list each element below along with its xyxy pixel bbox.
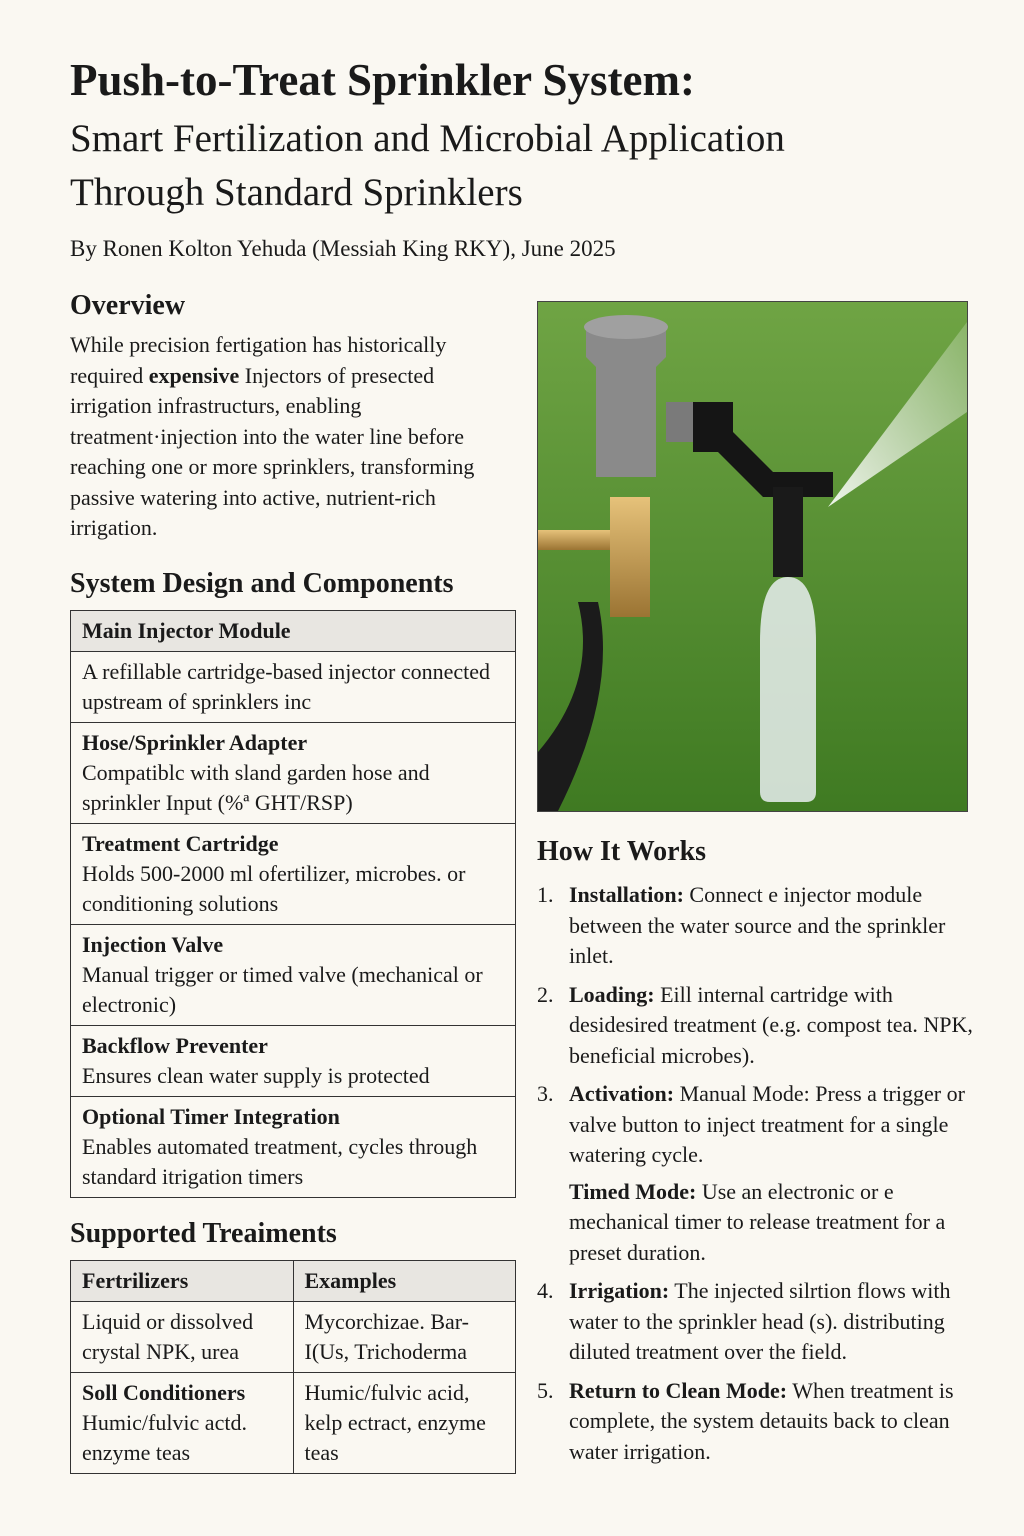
brass-pipe (538, 530, 618, 550)
treatments-header-row (71, 1260, 516, 1301)
overview-bold: expensive (148, 362, 240, 388)
component-desc: A refillable cartridge-based injector connected upstream of sprinklers inc (71, 651, 516, 722)
left-column (70, 288, 516, 1474)
component-title: Main Injector Module (71, 610, 516, 651)
component-desc: Manual trigger or timed valve (mechanical or electronic) (82, 961, 483, 1017)
step-text: Eill internal cartridge with desidesired treatment (e.g. compost tea. NPK, beneficial microbes). (569, 981, 973, 1068)
brass-fitting (610, 497, 650, 617)
row-title: Soll Conditioners (82, 1379, 246, 1405)
step-number: 5. (537, 1377, 554, 1403)
component-row (71, 924, 516, 1025)
step-number: 4. (537, 1278, 554, 1303)
step-label: Installation: (569, 882, 684, 907)
treatments-table (70, 1260, 516, 1474)
step-label: Activation: (569, 1081, 675, 1106)
column-header: Examples (293, 1260, 516, 1301)
component-desc: Compatiblc with sland garden hose and sprinkler Input (%ª GHT/RSP) (82, 759, 430, 815)
treatments-heading: Supported Treaiments (70, 1217, 337, 1249)
component-desc: Holds 500-2000 ml ofertilizer, microbes. or conditioning solutions (82, 860, 466, 916)
component-row (71, 823, 516, 924)
step-item (537, 1276, 977, 1368)
step-number: 2. (537, 981, 554, 1007)
step-sub (569, 1177, 977, 1269)
step-label: Loading: (569, 981, 655, 1007)
step-text: Connect e injector module between the water source and the sprinkler inlet. (569, 882, 946, 968)
overview-text (70, 330, 516, 544)
step-text: When treatment is complete, the system detauits back to clean water irrigation. (569, 1377, 954, 1464)
step-item (537, 880, 977, 972)
sprinkler-riser (773, 487, 803, 577)
page-title: Push-to-Treat Sprinkler System: (70, 55, 695, 105)
byline: By Ronen Kolton Yehuda (Messiah King RKY), June 2025 (70, 236, 616, 261)
overview-heading: Overview (70, 290, 186, 321)
how-steps (537, 880, 977, 1475)
step-item (537, 1376, 977, 1468)
component-title: Injection Valve (82, 931, 224, 957)
product-photo (537, 301, 968, 812)
step-label: Irrigation: (569, 1278, 670, 1303)
table-cell: Liquid or dissolved crystal NPK, urea (71, 1301, 294, 1372)
overview-text-part: Injectors of presected irrigation infrastructurs, enabling treatment·injection into the water line before reaching one or more sprinklers, transforming passive watering into active, nutrient-rich irrigation. (70, 362, 475, 540)
how-heading: How It Works (537, 836, 707, 867)
step-sub-text: Use an electronic or e mechanical timer to release treatment for a preset duration. (569, 1178, 946, 1265)
table-row (71, 1372, 516, 1473)
overview-text-part: While precision fertigation has historically required (70, 332, 447, 388)
injector-body (586, 327, 666, 477)
injector-cap (584, 315, 668, 339)
component-desc: Ensures clean water supply is protected (82, 1062, 430, 1088)
table-cell: Humic/fulvic acid, kelp ectract, enzyme teas (293, 1372, 516, 1473)
treatment-bottle (760, 577, 816, 802)
component-row (71, 651, 516, 722)
component-title: Hose/Sprinkler Adapter (82, 729, 308, 755)
component-desc: Enables automated treatment, cycles through standard itrigation timers (82, 1133, 478, 1189)
table-cell (71, 1372, 294, 1473)
component-title: Optional Timer Integration (82, 1103, 340, 1129)
step-sub-label: Timed Mode: (569, 1178, 697, 1204)
component-row (71, 1096, 516, 1197)
step-text: Manual Mode: Press a trigger or valve button to inject treatment for a single watering cycle. (569, 1081, 965, 1167)
components-heading: System Design and Components (70, 567, 454, 599)
subtitle-line: Through Standard Sprinklers (70, 171, 523, 214)
step-item (537, 1079, 977, 1268)
injector-outlet (666, 402, 696, 442)
component-title: Backflow Preventer (82, 1032, 268, 1058)
component-row (71, 722, 516, 823)
component-row (71, 610, 516, 651)
right-column (537, 301, 977, 1475)
page-subtitle (70, 112, 990, 220)
table-cell: Mycorchizae. Bar-I(Us, Trichoderma (293, 1301, 516, 1372)
step-label: Return to Clean Mode: (569, 1377, 788, 1403)
step-number: 1. (537, 882, 554, 907)
step-text: The injected silrtion flows with water to the sprinkler head (s). distributing diluted treatment over the field. (569, 1278, 951, 1364)
components-table (70, 610, 516, 1198)
step-item (537, 980, 977, 1072)
component-title: Treatment Cartridge (82, 830, 279, 856)
table-row (71, 1301, 516, 1372)
page-header (70, 52, 990, 264)
column-header: Fertrilizers (71, 1260, 294, 1301)
step-number: 3. (537, 1081, 554, 1106)
subtitle-line: Smart Fertilization and Microbial Application (70, 117, 785, 160)
row-text: Humic/fulvic actd. enzyme teas (82, 1409, 247, 1465)
component-row (71, 1025, 516, 1096)
